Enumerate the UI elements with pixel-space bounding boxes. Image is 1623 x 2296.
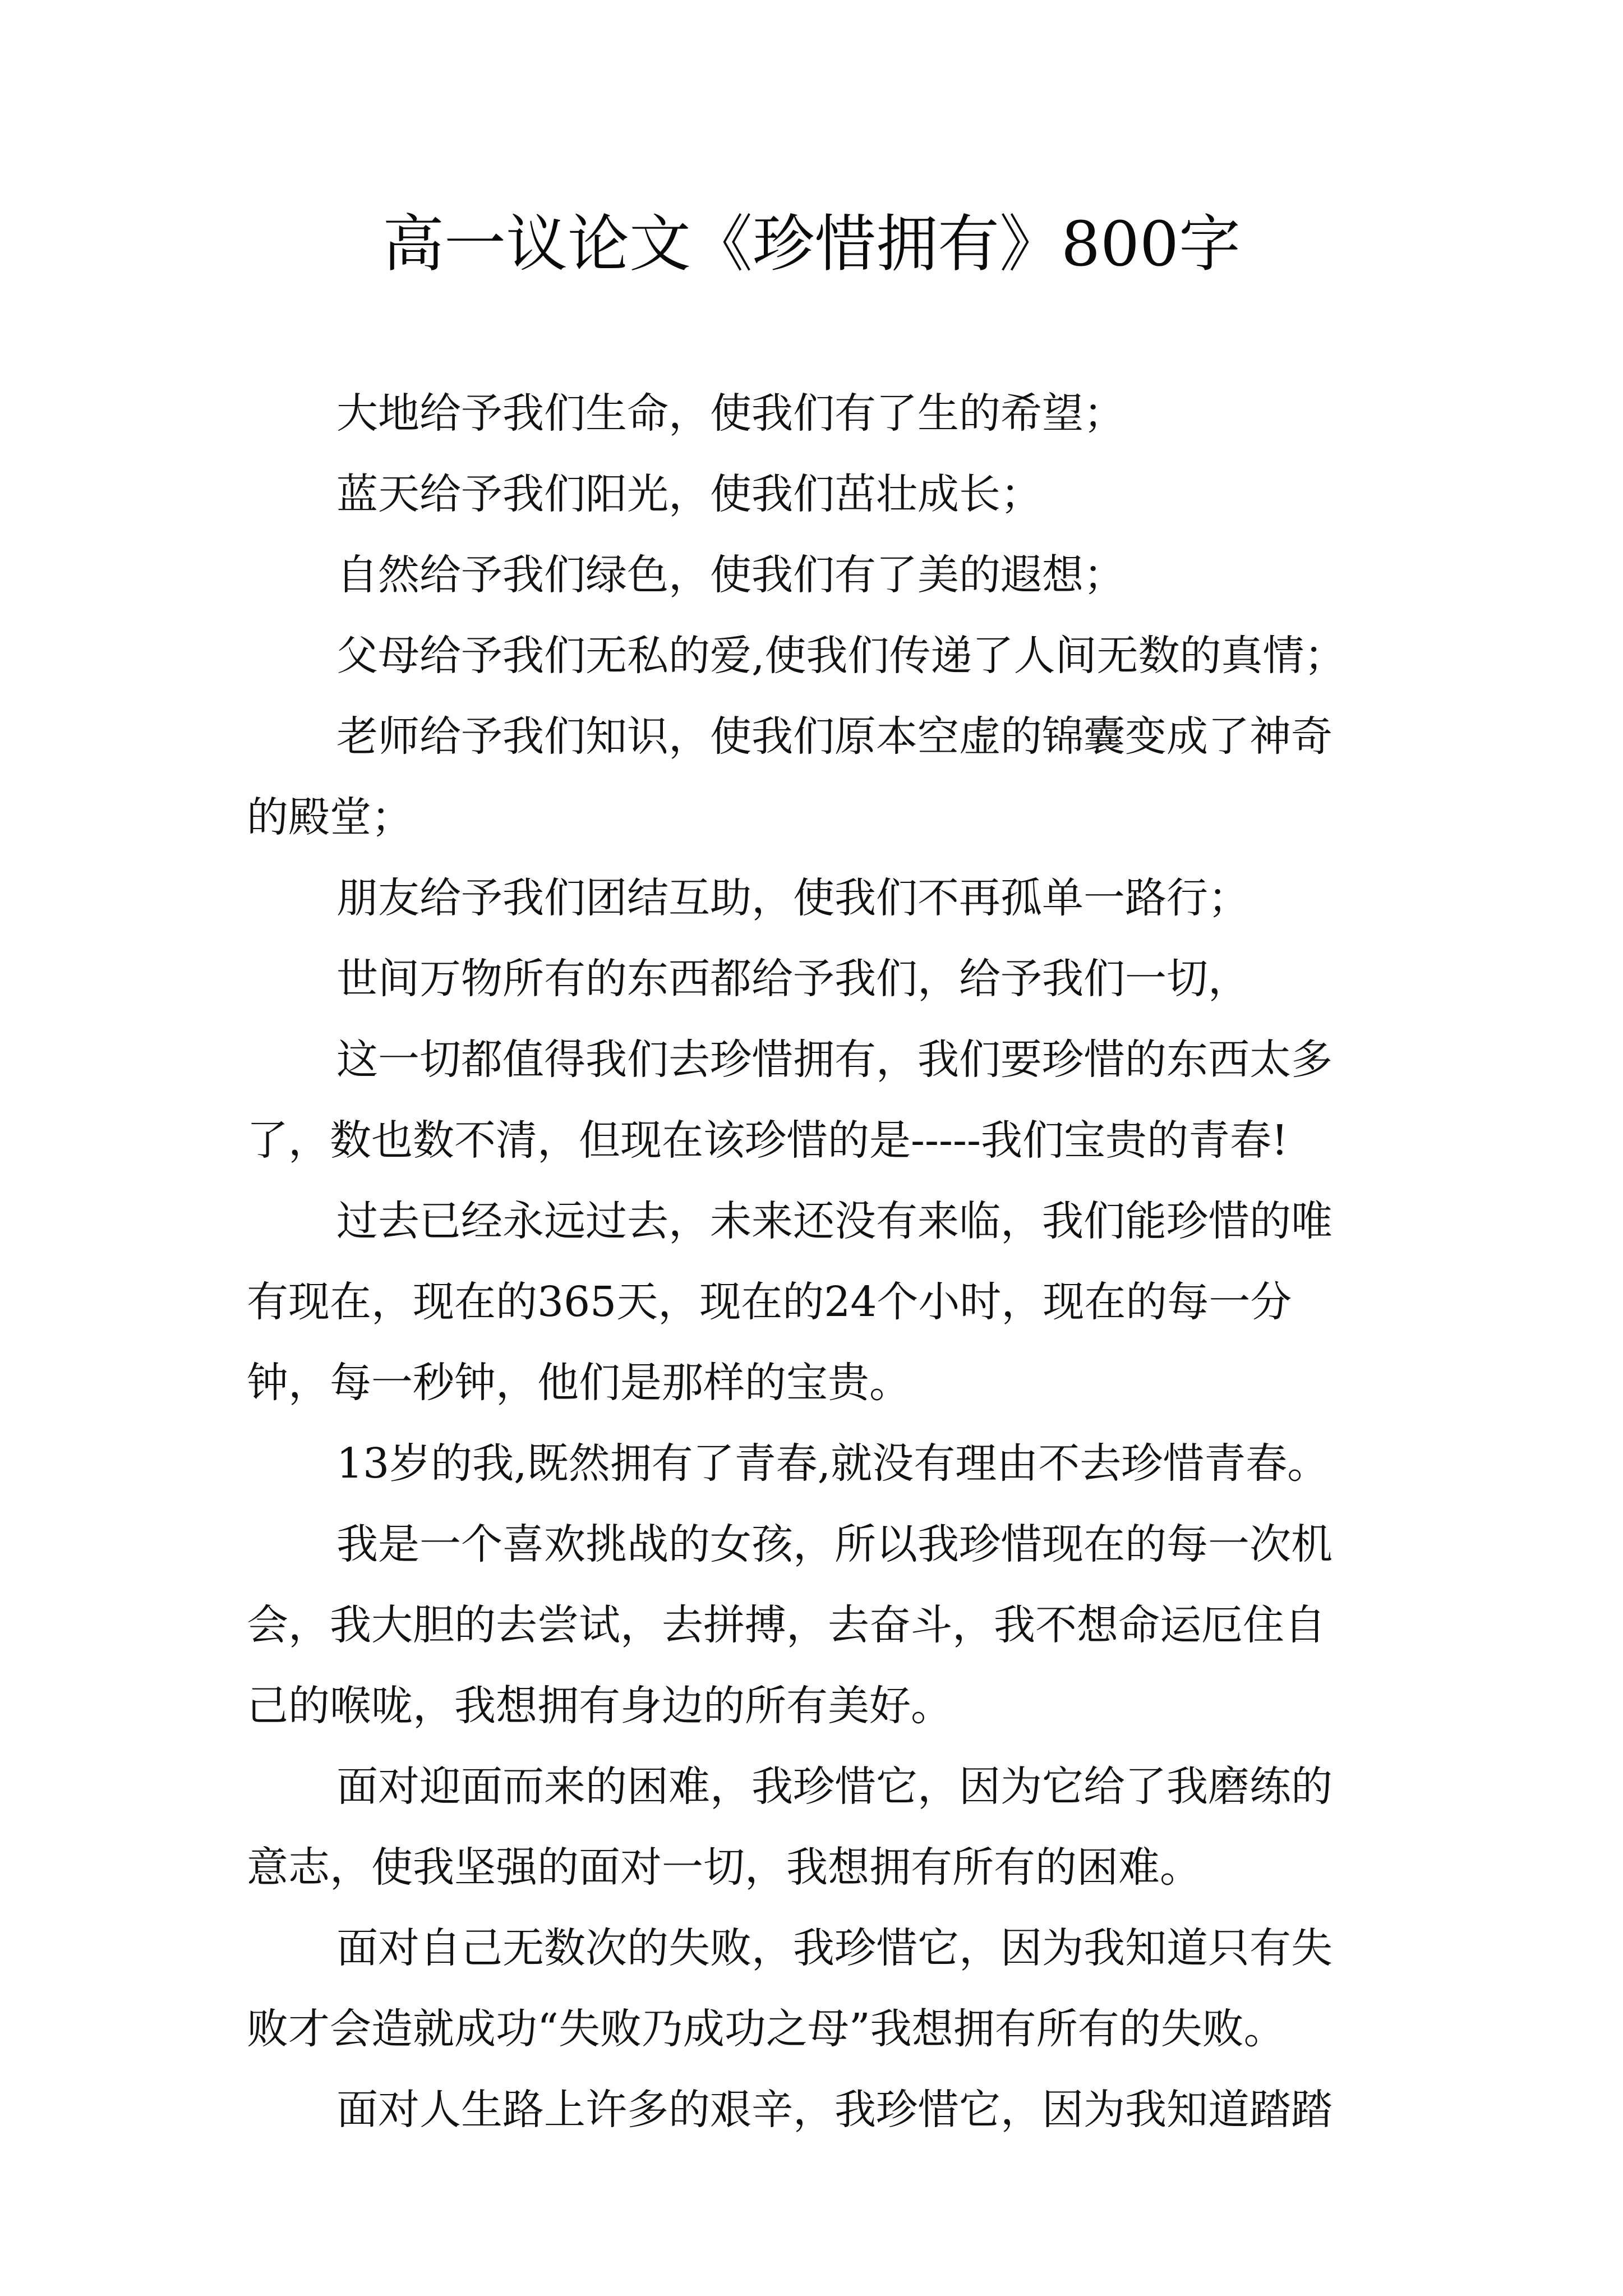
paragraph-line: 了，数也数不清，但现在该珍惜的是-----我们宝贵的青春!: [247, 1116, 1288, 1165]
paragraph-line: 朋友给予我们团结互助，使我们不再孤单一路行；: [336, 874, 1249, 922]
paragraph-line: 败才会造就成功“失败乃成功之母”我想拥有所有的失败。: [247, 2005, 1285, 2053]
paragraph-line: 己的喉咙，我想拥有身边的所有美好。: [247, 1682, 952, 1730]
paragraph-line: 这一切都值得我们去珍惜拥有，我们要珍惜的东西太多: [336, 1036, 1332, 1084]
paragraph-line: 会，我大胆的去尝试，去拼搏，去奋斗，我不想命运厄住自: [247, 1601, 1326, 1649]
paragraph-line: 钟，每一秒钟，他们是那样的宝贵。: [247, 1359, 911, 1407]
document-body: [247, 373, 1391, 2150]
paragraph-line: 面对迎面而来的困难，我珍惜它，因为它给了我磨练的: [336, 1763, 1332, 1811]
paragraph-line: 我是一个喜欢挑战的女孩，所以我珍惜现在的每一次机: [336, 1520, 1332, 1568]
paragraph-line: 自然给予我们绿色，使我们有了美的遐想；: [336, 551, 1125, 599]
paragraph-line: 蓝天给予我们阳光，使我们茁壮成长；: [336, 470, 1042, 518]
paragraph-line: 老师给予我们知识，使我们原本空虚的锦囊变成了神奇: [336, 712, 1332, 761]
paragraph-line: 13岁的我,既然拥有了青春,就没有理由不去珍惜青春。: [336, 1439, 1329, 1488]
paragraph-line: 大地给予我们生命，使我们有了生的希望；: [336, 389, 1125, 438]
paragraph-line: 面对自己无数次的失败，我珍惜它，因为我知道只有失: [336, 1924, 1332, 1972]
document-title: 高一议论文《珍惜拥有》800字: [382, 208, 1241, 280]
paragraph-line: 意志，使我坚强的面对一切，我想拥有所有的困难。: [247, 1843, 1201, 1892]
paragraph-line: 面对人生路上许多的艰辛，我珍惜它，因为我知道踏踏: [336, 2086, 1332, 2134]
paragraph-line: 的殿堂；: [247, 793, 413, 841]
paragraph-line: 过去已经永远过去，未来还没有来临，我们能珍惜的唯: [336, 1197, 1332, 1245]
paragraph-line: 世间万物所有的东西都给予我们，给予我们一切，: [336, 955, 1249, 1003]
paragraph-line: 父母给予我们无私的爱,使我们传递了人间无数的真情；: [336, 632, 1346, 680]
paragraph-line: 有现在，现在的365天，现在的24个小时，现在的每一分: [247, 1278, 1292, 1326]
